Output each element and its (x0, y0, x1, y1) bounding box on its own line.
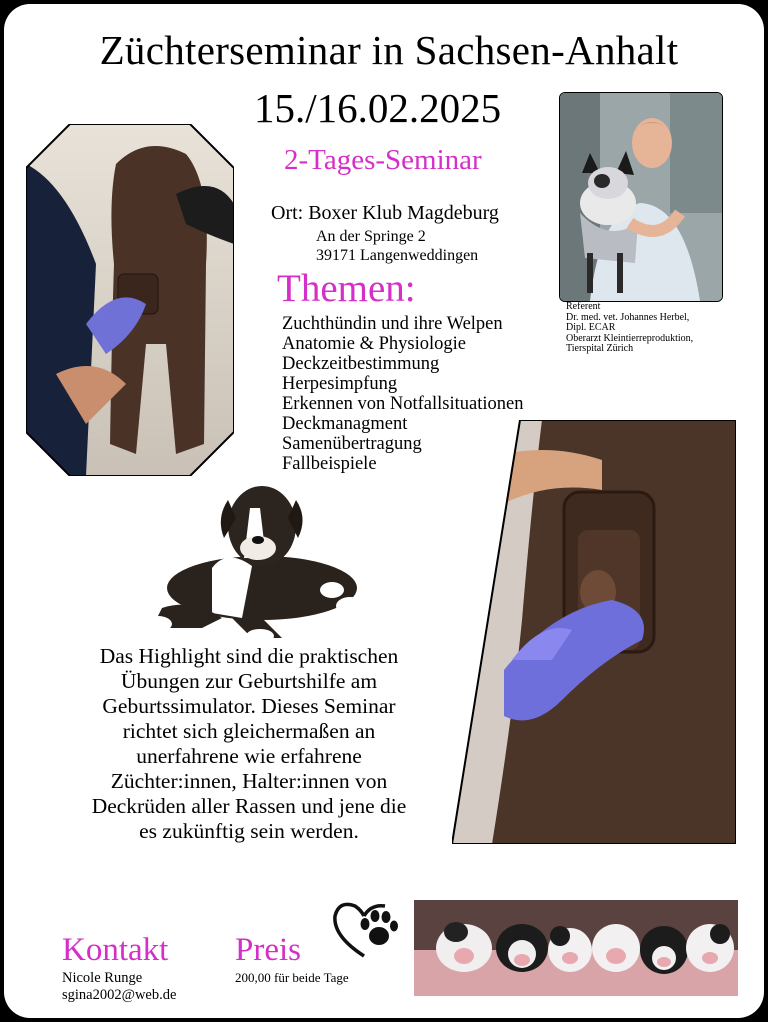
topic-item: Deckzeitbestimmung (282, 354, 440, 374)
referent-line: Referent (566, 301, 601, 312)
seminar-subtitle: 2-Tages-Seminar (284, 144, 482, 176)
contact-info (62, 970, 176, 1004)
simulator-photo-left (26, 124, 234, 476)
contact-email[interactable]: sgina2002@web.de (62, 987, 177, 1003)
highlight-line: es zukünftig sein werden. (139, 819, 359, 843)
contact-heading: Kontakt (62, 932, 169, 968)
boxer-puppy-image (132, 478, 372, 643)
topic-item: Samenübertragung (282, 434, 422, 454)
referent-line: Dr. med. vet. Johannes Herbel, (566, 311, 690, 323)
highlight-line: Übungen zur Geburtshilfe am (120, 669, 378, 693)
referent-line: Tierspital Zürich (566, 343, 634, 354)
contact-name: Nicole Runge (62, 970, 143, 986)
topic-item: Fallbeispiele (282, 454, 377, 474)
topic-item: Erkennen von Notfallsituationen (282, 394, 524, 414)
location-line: Ort: Boxer Klub Magdeburg (271, 202, 499, 224)
seminar-date: 15./16.02.2025 (254, 85, 502, 131)
highlight-line: Das Highlight sind die praktischen (99, 644, 399, 668)
highlight-line: Deckrüden aller Rassen und jene die (91, 794, 407, 818)
highlight-line: richtet sich gleichermaßen an (122, 719, 376, 743)
location-street: An der Springe 2 (316, 228, 426, 245)
topic-item: Zuchthündin und ihre Welpen (282, 314, 503, 334)
topics-heading: Themen: (277, 267, 416, 310)
referent-line: Dipl. ECAR (566, 322, 616, 333)
highlight-line: unerfahrene wie erfahrene (136, 744, 362, 768)
highlight-paragraph (44, 644, 454, 844)
simulator-photo-right (452, 420, 736, 844)
referent-photo (559, 92, 723, 302)
referent-line: Oberarzt Kleintierreproduktion, (566, 332, 694, 344)
page-title: Züchterseminar in Sachsen-Anhalt (99, 27, 679, 73)
referent-info (566, 302, 693, 355)
topic-item: Deckmanagment (282, 414, 408, 434)
location-city: 39171 Langenweddingen (316, 247, 479, 264)
price-heading: Preis (235, 932, 301, 968)
price-text: 200,00 für beide Tage (235, 970, 349, 985)
highlight-line: Züchter:innen, Halter:innen von (110, 769, 388, 793)
flyer-page (4, 4, 764, 1018)
highlight-line: Geburtssimulator. Dieses Seminar (102, 694, 396, 718)
puppies-photo (414, 900, 738, 996)
topic-item: Herpesimpfung (282, 374, 398, 394)
topic-item: Anatomie & Physiologie (282, 334, 466, 354)
heart-paw-icon (329, 898, 399, 960)
